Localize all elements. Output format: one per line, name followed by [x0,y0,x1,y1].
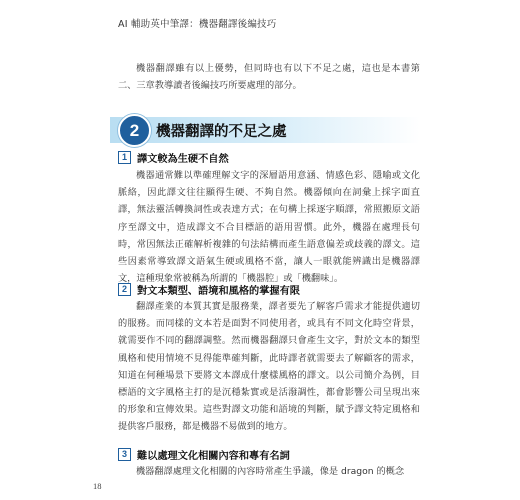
running-head: AI 輔助英中筆譯：機器翻譯後編技巧 [118,19,277,30]
subsection-body: 機器通常難以準確理解文字的深層語用意涵、情感色彩、隱喻或文化脈絡，因此譯文往往顯得生硬、不夠自然。機器傾向在詞彙上採字面直譯，無法靈活轉換詞性或表達方式；在句構上採逐字順譯，常照搬原文語序至譯文中，造成譯文不合目標語的語用習慣。此外，機器在處理長句時，常因無法正確解析複雜的句法結構而產生語意偏差或歧義的譯文。這些因素常導致譯文語氣生硬或風格不當，讓人一眼就能辨識出是機器譯文，這種現象常被稱為所謂的「機器腔」或「機翻味」。 [118,170,420,285]
subsection-number: 3 [118,448,131,461]
section-title: 機器翻譯的不足之處 [156,124,287,140]
subsection-number: 1 [118,151,131,164]
subsection-number: 2 [118,283,131,296]
subsection-title: 對文本類型、語境和風格的掌握有限 [137,285,300,297]
page-number: 18 [93,481,102,491]
subsection-title: 譯文較為生硬不自然 [137,153,229,165]
subsection-heading [118,149,229,165]
section-number-badge: 2 [118,114,151,147]
intro-paragraph: 機器翻譯雖有以上優勢，但同時也有以下不足之處，這也是本書第二、三章教導讀者後編技巧所要處理的部分。 [118,63,420,92]
subsection-heading [118,281,300,297]
subsection-title: 難以處理文化相關內容和專有名詞 [137,450,290,462]
subsection-body: 機器翻譯處理文化相關的內容時常產生爭議，像是 dragon 的概念 [136,466,405,477]
subsection-body: 翻譯產業的本質其實是服務業，譯者要先了解客戶需求才能提供適切的服務。而同樣的文本若是面對不同使用者，或具有不同文化時空背景，就需要作不同的翻譯調整。然而機器翻譯只會產生文字，對於文本的類型風格和使用情境不見得能準確判斷，此時譯者就需要去了解顧客的需求，知道在何種場景下要將文本譯成什麼樣風格的譯文。以公司簡介為例，目標語的文字風格主打的是沉穩紮實或是活潑調性，都會影響公司呈現出來的形象和宣傳效果。這些對譯文功能和語境的判斷，賦予譯文特定風格和提供客戶服務，都是機器不易做到的地方。 [118,301,420,433]
subsection-heading [118,446,290,462]
